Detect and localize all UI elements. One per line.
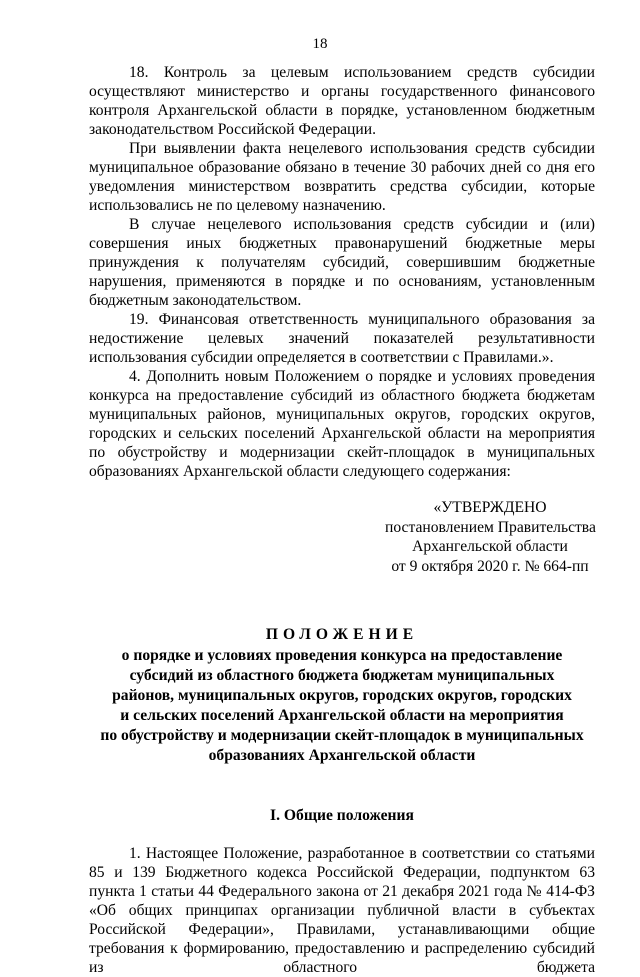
page-number: 18 (312, 36, 328, 52)
paragraph-18-control: 18. Контроль за целевым использованием средств субсидии осуществляют министерство и органы государственного финансового контроля Архангельской области в порядке, установленном бюджетным законодательством Российской Федерации. (89, 64, 595, 138)
subtitle-line: районов, муниципальных округов, городских округов, городских (112, 687, 572, 704)
approval-line-approved: «УТВЕРЖДЕНО (433, 499, 547, 516)
paragraph-misuse-return: При выявлении факта нецелевого использования средств субсидии муниципальное образование обязано в течение 30 рабочих дней со дня его уведомления министерством возвратить средства субсидии, которые использовались не по целевому назначению. (89, 140, 595, 214)
document-heading: ПОЛОЖЕНИЕ (265, 626, 419, 643)
subtitle-line: по обустройству и модернизации скейт-площадок в муниципальных (100, 727, 584, 744)
approval-line-date: от 9 октября 2020 г. № 664-пп (391, 557, 589, 575)
section-heading-general: I. Общие положения (270, 807, 414, 824)
paragraph-4-supplement: 4. Дополнить новым Положением о порядке и условиях проведения конкурса на предоставление субсидий из областного бюджета бюджетам муниципальных районов, муниципальных округов, городских округов, городских и сельских поселений Архангельской области на мероприятия по обустройству и модернизации скейт-площадок в муниципальных образованиях Архангельской области следующего содержания: (89, 368, 595, 480)
paragraph-budget-violations: В случае нецелевого использования средств субсидии и (или) совершения иных бюджетных правонарушений бюджетные меры принуждения к получателям субсидий, совершившим бюджетные нарушения, применяются в порядке и по основаниям, установленным бюджетным законодательством. (89, 216, 595, 309)
paragraph-19-responsibility: 19. Финансовая ответственность муниципального образования за недостижение целевых значений показателей результативности использования субсидии определяется в соответствии с Правилами.». (89, 311, 595, 366)
subtitle-line: и сельских поселений Архангельской области на мероприятия (120, 707, 564, 724)
approval-line-region: Архангельской области (412, 538, 568, 555)
approval-line-resolution: постановлением Правительства (385, 518, 596, 536)
subtitle-line: образованиях Архангельской области (208, 747, 476, 764)
approval-block (89, 498, 595, 576)
paragraph-1-general: 1. Настоящее Положение, разработанное в соответствии со статьями 85 и 139 Бюджетного кодекса Российской Федерации, подпунктом 63 пункта 1 статьи 44 Федерального закона от 21 декабря 2021 года № 414-ФЗ «Об общих принципах организации публичной власти в субъектах Российской Федерации», Правилами, устанавливающими общие требования к формированию, предоставлению и распределению субсидий из областного бюджета (89, 845, 595, 976)
document-subtitle (89, 646, 595, 766)
subtitle-line: субсидий из областного бюджета бюджетам муниципальных (129, 667, 555, 684)
subtitle-line: о порядке и условиях проведения конкурса на предоставление (121, 647, 563, 664)
document-body (89, 63, 595, 977)
